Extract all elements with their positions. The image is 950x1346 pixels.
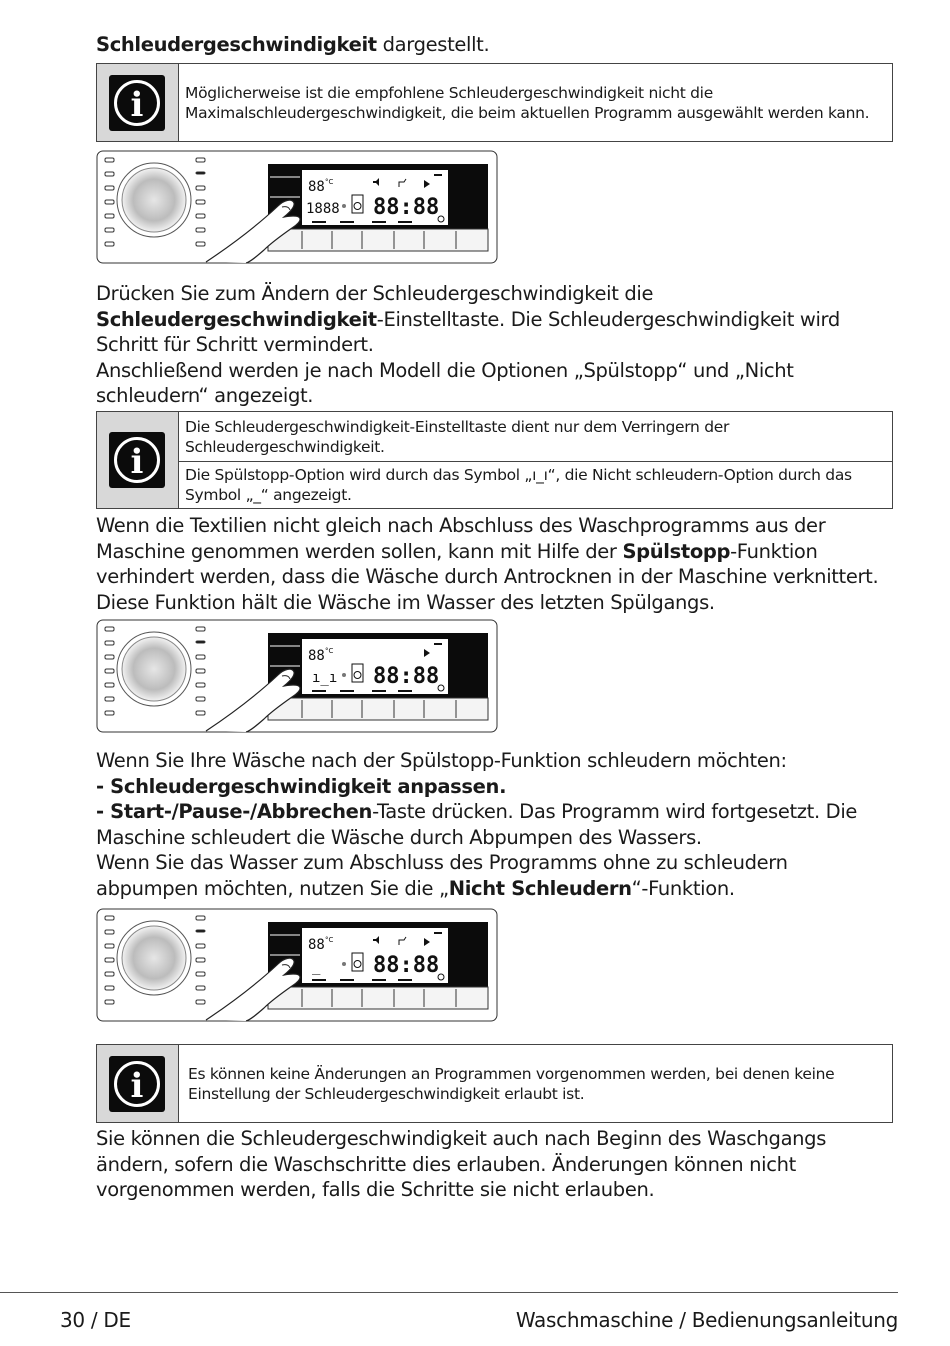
paragraph-3-line4-after: “-Funktion. <box>631 876 735 900</box>
paragraph-3-line4-bold: Nicht Schleudern <box>448 876 632 900</box>
info-box-1 <box>96 63 893 142</box>
paragraph-2-before: Wenn die Textilien nicht gleich nach Abschluss des Waschprogramms aus der Maschine genommen werden sollen, kann mit Hilfe der <box>96 514 826 563</box>
temp-unit: °C <box>325 647 334 655</box>
panel-illustration <box>96 908 498 1022</box>
paragraph-3-line3-bold: - Start-/Pause-/Abbrechen <box>96 800 373 823</box>
info-text-2a: Die Schleudergeschwindigkeit-Einstelltaste dient nur dem Verringern der Schleudergeschwindigkeit. <box>185 418 730 456</box>
program-dial <box>122 926 186 990</box>
temp-readout: 88 <box>308 937 325 953</box>
panel-illustration <box>96 619 498 733</box>
dot-icon <box>342 962 346 966</box>
paragraph-3-line3-rest: -Taste drücken. Das Programm wird fortgesetzt. Die Maschine schleudert die Wäsche durch Abpumpen des Wassers. <box>96 800 858 849</box>
info-icon-cell <box>97 64 179 141</box>
control-panel-2 <box>96 619 498 733</box>
footer-rule <box>0 1292 898 1293</box>
info-text-2b: Die Spülstopp-Option wird durch das Symbol „ı_ı“, die Nicht schleudern-Option durch das Symbol „_“ angezeigt. <box>185 466 852 504</box>
top-line-rest: dargestellt. <box>376 33 490 56</box>
paragraph-1-bold: Schleudergeschwindigkeit <box>96 307 377 331</box>
program-tick <box>196 930 205 932</box>
program-dial <box>122 637 186 701</box>
info-icon: i <box>109 432 165 488</box>
program-tick <box>196 641 205 643</box>
top-line-bold: Schleudergeschwindigkeit <box>96 33 377 56</box>
info-text-3: Es können keine Änderungen an Programmen vorgenommen werden, bei denen keine Einstellung der Schleudergeschwindigkeit erlaubt ist. <box>188 1065 835 1103</box>
control-panel-1 <box>96 150 498 264</box>
paragraph-1-rest: -Einstelltaste. Die Schleudergeschwindigkeit wird Schritt für Schritt vermindert. <box>96 307 840 356</box>
time-readout: 88:88 <box>373 664 440 689</box>
time-readout: 88:88 <box>373 195 440 220</box>
paragraph-2-bold: Spülstopp <box>622 539 731 563</box>
temp-readout: 88 <box>308 648 325 664</box>
spin-readout: 1888 <box>306 201 340 217</box>
info-box-2 <box>96 411 893 509</box>
paragraph-2-line2: Diese Funktion hält die Wäsche im Wasser des letzten Spülgangs. <box>96 590 715 614</box>
info-icon-cell <box>97 1045 179 1122</box>
info-icon: i <box>109 1056 165 1112</box>
dot-icon <box>342 204 346 208</box>
paragraph-1-line3: Anschließend werden je nach Modell die Optionen „Spülstopp“ und „Nicht schleudern“ angezeigt. <box>96 358 794 407</box>
control-panel-3 <box>96 908 498 1022</box>
paragraph-1 <box>96 281 886 409</box>
footer-page-number: 30 / DE <box>60 1308 131 1332</box>
spin-readout: _ <box>312 959 321 975</box>
temp-unit: °C <box>325 178 334 186</box>
paragraph-2-after: -Funktion verhindert werden, dass die Wäsche durch Antrocknen in der Maschine verknittert. <box>96 539 879 588</box>
button-row <box>268 987 488 1009</box>
footer-title: Waschmaschine / Bedienungsanleitung <box>515 1308 898 1332</box>
info-divider <box>179 461 892 462</box>
paragraph-4: Sie können die Schleudergeschwindigkeit auch nach Beginn des Waschgangs ändern, sofern die Waschschritte dies erlauben. Änderungen können nicht vorgenommen werden, falls die Schritte sie nicht erlauben. <box>96 1127 827 1201</box>
temp-unit: °C <box>325 936 334 944</box>
panel-illustration <box>96 150 498 264</box>
paragraph-3-line4-before: Wenn Sie das Wasser zum Abschluss des Programms ohne zu schleudern abpumpen möchten, nutzen Sie die „ <box>96 851 788 900</box>
paragraph-1-line1: Drücken Sie zum Ändern der Schleudergeschwindigkeit die <box>96 282 654 305</box>
paragraph-2 <box>96 513 886 615</box>
button-row <box>268 229 488 251</box>
spin-readout: ı_ı <box>312 670 338 686</box>
info-text-1: Möglicherweise ist die empfohlene Schleudergeschwindigkeit nicht die Maximalschleudergeschwindigkeit, die beim aktuellen Programm ausgewählt werden kann. <box>185 84 870 122</box>
program-tick <box>196 172 205 174</box>
paragraph-3 <box>96 748 886 901</box>
button-row <box>268 698 488 720</box>
paragraph-3-line1: Wenn Sie Ihre Wäsche nach der Spülstopp-Funktion schleudern möchten: <box>96 749 787 772</box>
info-icon: i <box>109 75 165 131</box>
info-icon-cell <box>97 412 179 508</box>
paragraph-3-line2: - Schleudergeschwindigkeit anpassen. <box>96 774 507 798</box>
top-line <box>96 32 886 58</box>
program-dial <box>122 168 186 232</box>
time-readout: 88:88 <box>373 953 440 978</box>
dot-icon <box>342 673 346 677</box>
info-box-3 <box>96 1044 893 1123</box>
temp-readout: 88 <box>308 179 325 195</box>
